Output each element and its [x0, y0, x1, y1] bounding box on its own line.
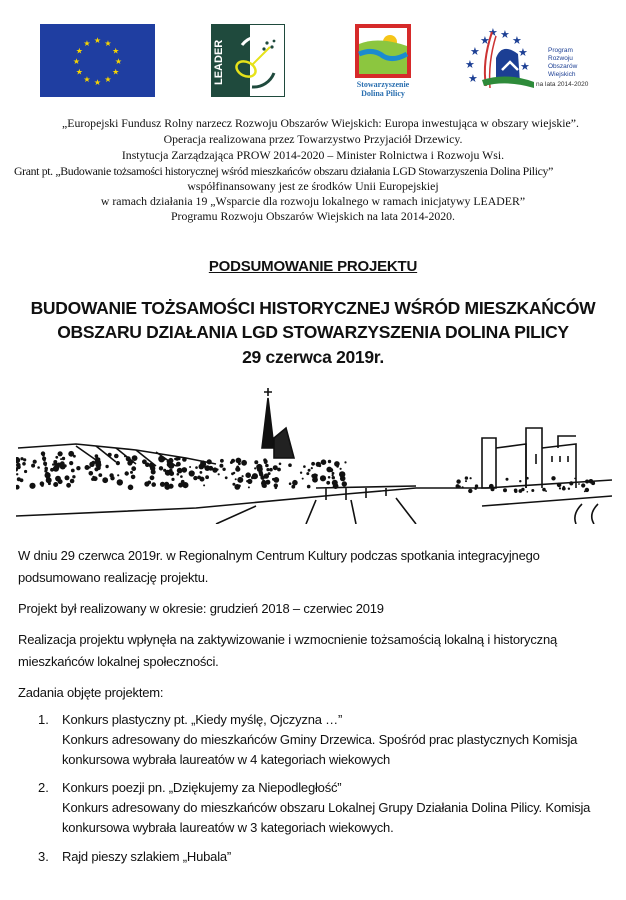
prow-subtitle: na lata 2014-2020: [536, 81, 589, 88]
task-number: 3.: [38, 849, 49, 864]
tree-mark: [326, 481, 330, 485]
tree-mark: [73, 455, 76, 458]
tree-mark: [76, 466, 80, 470]
project-title-line: BUDOWANIE TOŻSAMOŚCI HISTORYCZNEJ WŚRÓD MIESZKAŃCÓW: [30, 298, 596, 318]
tree-mark: [117, 479, 123, 485]
tree-mark: [22, 462, 26, 466]
tree-mark: [254, 460, 258, 464]
tree-mark: [16, 485, 20, 490]
tree-mark: [342, 481, 347, 486]
stowarzyszenie-dolina-pilicy-logo: [348, 22, 418, 98]
tree-mark: [169, 471, 174, 476]
tree-mark: [37, 466, 40, 469]
tasks-heading: Zadania objęte projektem:: [18, 685, 164, 700]
task-number: 2.: [38, 780, 49, 795]
tree-mark: [332, 476, 335, 479]
prow-line2: Rozwoju: [548, 55, 573, 62]
tree-mark: [334, 484, 337, 487]
tree-mark: [562, 487, 566, 491]
tree-mark: [237, 477, 243, 483]
eu-star-icon: ★: [75, 67, 83, 77]
tree-mark: [219, 464, 223, 468]
tree-mark: [220, 459, 224, 463]
tree-mark: [66, 483, 71, 488]
tree-mark: [116, 461, 120, 465]
tree-mark: [475, 484, 478, 487]
paragraph-line: mieszkańców lokalnej społeczności.: [18, 654, 219, 669]
tree-mark: [177, 473, 180, 476]
tree-mark: [311, 474, 315, 478]
project-title-line: OBSZARU DZIAŁANIA LGD STOWARZYSZENIA DOLINA PILICY: [57, 322, 569, 342]
prow-line4: Wiejskich: [548, 71, 576, 78]
tree-mark: [200, 471, 203, 474]
funding-line: „Europejski Fundusz Rolny narzecz Rozwoju Obszarów Wiejskich: Europa inwestująca w obszary wiejskie”.: [62, 116, 579, 130]
funding-line: w ramach działania 19 „Wsparcie dla rozwoju lokalnego w ramach inicjatywy LEADER”: [100, 194, 526, 208]
tree-mark: [99, 474, 102, 477]
tree-mark: [289, 482, 292, 485]
tree-mark: [168, 484, 173, 489]
tree-mark: [193, 476, 197, 480]
funding-line: współfinansowany jest ze środków Unii Europejskiej: [187, 179, 439, 193]
tree-mark: [248, 486, 250, 488]
tree-mark: [265, 464, 269, 468]
tree-mark: [231, 472, 234, 475]
tree-mark: [254, 467, 256, 469]
tree-mark: [69, 461, 73, 465]
tree-mark: [235, 478, 237, 480]
tree-mark: [16, 465, 20, 469]
tree-mark: [171, 478, 174, 481]
funding-line: Operacja realizowana przez Towarzystwo Przyjaciół Drzewicy.: [163, 132, 463, 146]
tree-mark: [342, 478, 345, 481]
tree-mark: [340, 468, 342, 470]
tree-mark: [307, 485, 311, 489]
eu-stars-icon: [40, 24, 155, 97]
tree-mark: [31, 464, 35, 468]
tree-mark: [145, 462, 150, 467]
svg-text:★: ★: [465, 58, 475, 71]
tree-mark: [264, 461, 267, 464]
tree-mark: [531, 489, 534, 492]
tree-mark: [542, 488, 546, 492]
tree-mark: [114, 454, 119, 459]
tree-mark: [60, 461, 65, 466]
tree-mark: [147, 481, 151, 485]
tree-mark: [72, 475, 75, 478]
tree-mark: [102, 477, 108, 483]
tree-mark: [273, 465, 278, 470]
tree-mark: [200, 460, 206, 466]
eu-star-icon: ★: [104, 38, 112, 48]
svg-text:★: ★: [488, 26, 498, 39]
project-date: 29 czerwca 2019r.: [242, 347, 384, 367]
tree-mark: [268, 472, 271, 475]
svg-text:★: ★: [500, 28, 510, 41]
tree-mark: [311, 462, 315, 466]
tree-mark: [125, 471, 129, 475]
tree-mark: [557, 483, 562, 488]
tree-mark: [591, 481, 595, 485]
tree-mark: [108, 453, 112, 457]
svg-text:★: ★: [518, 46, 528, 59]
tree-mark: [16, 473, 18, 475]
tree-mark: [238, 485, 241, 488]
tree-mark: [96, 458, 100, 462]
tree-mark: [182, 482, 188, 488]
tree-mark: [300, 472, 302, 474]
tree-mark: [269, 468, 273, 472]
tree-mark: [93, 476, 98, 481]
tree-mark: [109, 473, 113, 477]
tree-mark: [71, 469, 75, 473]
tree-mark: [131, 475, 136, 480]
tree-mark: [150, 466, 155, 471]
tree-mark: [288, 463, 292, 467]
tree-mark: [54, 462, 58, 466]
tree-mark: [89, 471, 94, 476]
panorama-illustration-icon: [16, 388, 612, 524]
tree-mark: [182, 467, 188, 473]
tree-mark: [48, 482, 51, 485]
tree-mark: [200, 477, 205, 482]
tree-mark: [266, 468, 269, 471]
tree-mark: [128, 485, 134, 491]
task-description-line: Konkurs adresowany do mieszkańców obszaru Lokalnej Grupy Działania Dolina Pilicy. Komisja: [62, 800, 591, 815]
eu-star-icon: ★: [112, 46, 120, 56]
tree-mark: [23, 458, 26, 461]
town-panorama-sketch: [16, 388, 612, 524]
svg-text:★: ★: [480, 34, 490, 47]
tree-mark: [174, 458, 177, 461]
tree-mark: [585, 480, 589, 484]
tree-mark: [182, 457, 187, 462]
tree-mark: [235, 467, 240, 472]
tree-mark: [60, 458, 62, 460]
task-title: Konkurs poezji pn. „Dziękujemy za Niepodległość”: [62, 780, 342, 795]
tree-mark: [33, 460, 37, 464]
prow-logo: [462, 22, 602, 98]
tree-mark: [321, 459, 327, 465]
tree-mark: [320, 475, 326, 481]
svg-text:★: ★: [470, 45, 480, 58]
funding-line: Grant pt. „Budowanie tożsamości historycznej wśród mieszkańców obszaru działania LGD Stowarzyszenia Dolina Pilicy”: [14, 164, 553, 178]
task-title: Rajd pieszy szlakiem „Hubala”: [62, 849, 232, 864]
tree-mark: [252, 473, 258, 479]
tree-mark: [205, 475, 209, 479]
tree-mark: [24, 470, 27, 473]
tree-mark: [50, 468, 54, 472]
tree-mark: [124, 455, 126, 457]
tree-mark: [230, 461, 233, 464]
tree-mark: [42, 454, 45, 457]
tree-mark: [316, 462, 321, 467]
tree-mark: [308, 469, 311, 472]
tree-mark: [559, 487, 561, 489]
tree-mark: [167, 483, 169, 485]
tree-mark: [158, 456, 164, 462]
tree-mark: [92, 461, 96, 465]
tree-mark: [465, 476, 468, 479]
tree-mark: [241, 460, 247, 466]
eu-star-icon: ★: [83, 75, 91, 85]
tree-mark: [105, 465, 108, 468]
tree-mark: [584, 491, 586, 493]
tree-mark: [328, 460, 331, 463]
tree-mark: [344, 461, 346, 463]
tree-mark: [273, 477, 279, 483]
funding-line: Programu Rozwoju Obszarów Wiejskich na lata 2014-2020.: [170, 209, 455, 223]
paragraph-line: podsumowano realizację projektu.: [18, 570, 209, 585]
tree-mark: [168, 463, 174, 469]
task-description-line: Konkurs adresowany do mieszkańców Gminy Drzewica. Spośród prac plastycznych Komisja: [62, 732, 578, 747]
tree-mark: [126, 456, 131, 461]
tree-mark: [62, 457, 65, 460]
tree-mark: [456, 479, 460, 483]
tree-mark: [245, 472, 251, 478]
tree-mark: [551, 476, 555, 480]
tree-mark: [581, 483, 585, 487]
tree-mark: [29, 483, 35, 489]
tree-mark: [462, 486, 464, 488]
eu-star-icon: ★: [104, 75, 112, 85]
tree-mark: [578, 483, 580, 485]
tree-mark: [332, 472, 335, 475]
tree-mark: [130, 460, 133, 463]
eu-star-icon: ★: [93, 78, 102, 87]
tree-mark: [279, 463, 282, 466]
task-description-line: konkursowa wybrała laureatów w 4 kategoriach wiekowych: [62, 752, 391, 767]
tree-mark: [195, 466, 198, 469]
sdp-line2: Dolina Pilicy: [361, 89, 405, 98]
eu-star-icon: ★: [114, 57, 123, 66]
tree-mark: [514, 490, 517, 493]
tree-mark: [41, 484, 44, 487]
tree-mark: [43, 459, 46, 462]
tree-mark: [527, 491, 529, 493]
tree-mark: [204, 465, 210, 471]
tree-mark: [180, 475, 183, 478]
tree-mark: [519, 480, 521, 482]
tree-mark: [117, 474, 119, 476]
tree-mark: [89, 466, 91, 468]
paragraph-line: Projekt był realizowany w okresie: grudzień 2018 – czerwiec 2019: [18, 601, 384, 616]
tree-mark: [526, 477, 529, 480]
tree-mark: [568, 488, 570, 490]
prow-line1: Program: [548, 47, 573, 54]
tree-mark: [275, 487, 278, 490]
task-number: 1.: [38, 712, 49, 727]
leader-label: LEADER: [213, 39, 225, 85]
tree-mark: [16, 457, 20, 463]
tree-mark: [265, 480, 270, 485]
tree-mark: [491, 487, 495, 491]
sdp-line1: Stowarzyszenie: [356, 80, 410, 89]
tree-mark: [189, 470, 195, 476]
tree-mark: [339, 471, 345, 477]
section-title: PODSUMOWANIE PROJEKTU: [208, 258, 418, 275]
tree-mark: [225, 476, 228, 479]
tree-mark: [506, 478, 509, 481]
tree-mark: [326, 467, 332, 473]
tree-mark: [519, 489, 523, 493]
eu-star-icon: ★: [93, 36, 102, 45]
tree-mark: [303, 465, 306, 468]
tree-mark: [44, 464, 46, 466]
task-description-line: konkursowa wybrała laureatów w 3 kategoriach wiekowych.: [62, 820, 394, 835]
tree-mark: [247, 479, 252, 484]
tree-mark: [468, 489, 472, 493]
tree-mark: [70, 479, 75, 484]
eu-flag-logo: [40, 24, 155, 97]
tree-mark: [159, 466, 163, 470]
tree-mark: [150, 475, 155, 480]
tree-mark: [569, 481, 573, 485]
tree-mark: [131, 466, 136, 471]
eu-star-icon: ★: [75, 46, 83, 56]
tree-mark: [58, 479, 63, 484]
tree-mark: [218, 473, 220, 475]
tree-mark: [58, 451, 63, 456]
tree-mark: [189, 466, 191, 468]
tree-mark: [20, 479, 22, 481]
tree-mark: [292, 480, 298, 486]
svg-text:★: ★: [468, 72, 478, 85]
tree-mark: [470, 477, 472, 479]
leader-logo: [211, 24, 285, 97]
tree-mark: [95, 462, 101, 468]
task-title: Konkurs plastyczny pt. „Kiedy myślę, Ojczyzna …”: [62, 712, 343, 727]
tree-mark: [222, 468, 225, 471]
tree-mark: [216, 468, 218, 470]
tree-mark: [130, 471, 133, 474]
tree-mark: [55, 456, 58, 459]
eu-star-icon: ★: [83, 38, 91, 48]
eu-star-icon: ★: [112, 67, 120, 77]
tree-mark: [465, 480, 467, 482]
svg-text:★: ★: [512, 34, 522, 47]
paragraph-line: W dniu 29 czerwca 2019r. w Regionalnym Centrum Kultury podczas spotkania integracyjnego: [18, 548, 540, 563]
tree-mark: [302, 478, 304, 480]
tree-mark: [53, 482, 58, 487]
tree-mark: [207, 459, 212, 464]
tree-mark: [236, 458, 242, 464]
prow-line3: Obszarów: [548, 63, 578, 70]
tree-mark: [46, 469, 48, 471]
tree-mark: [176, 465, 178, 467]
eu-star-icon: ★: [72, 57, 81, 66]
tree-mark: [574, 478, 576, 480]
tree-mark: [242, 475, 244, 477]
tree-mark: [259, 472, 263, 476]
tree-mark: [328, 476, 331, 479]
tree-mark: [456, 484, 460, 488]
paragraph-line: Realizacja projektu wpłynęła na zaktywizowanie i wzmocnienie tożsamością lokalną i historyczną: [18, 632, 558, 647]
tree-mark: [160, 482, 165, 487]
tree-mark: [65, 475, 70, 480]
svg-text:★: ★: [520, 60, 530, 73]
tree-mark: [306, 472, 309, 475]
tree-mark: [203, 484, 205, 486]
tree-mark: [336, 465, 339, 468]
tree-mark: [132, 455, 138, 461]
funding-line: Instytucja Zarządzająca PROW 2014-2020 – Minister Rolnictwa i Rozwoju Wsi.: [121, 148, 505, 162]
tree-mark: [151, 482, 156, 487]
tree-mark: [503, 488, 507, 492]
tree-mark: [178, 469, 182, 473]
tree-mark: [311, 467, 313, 469]
